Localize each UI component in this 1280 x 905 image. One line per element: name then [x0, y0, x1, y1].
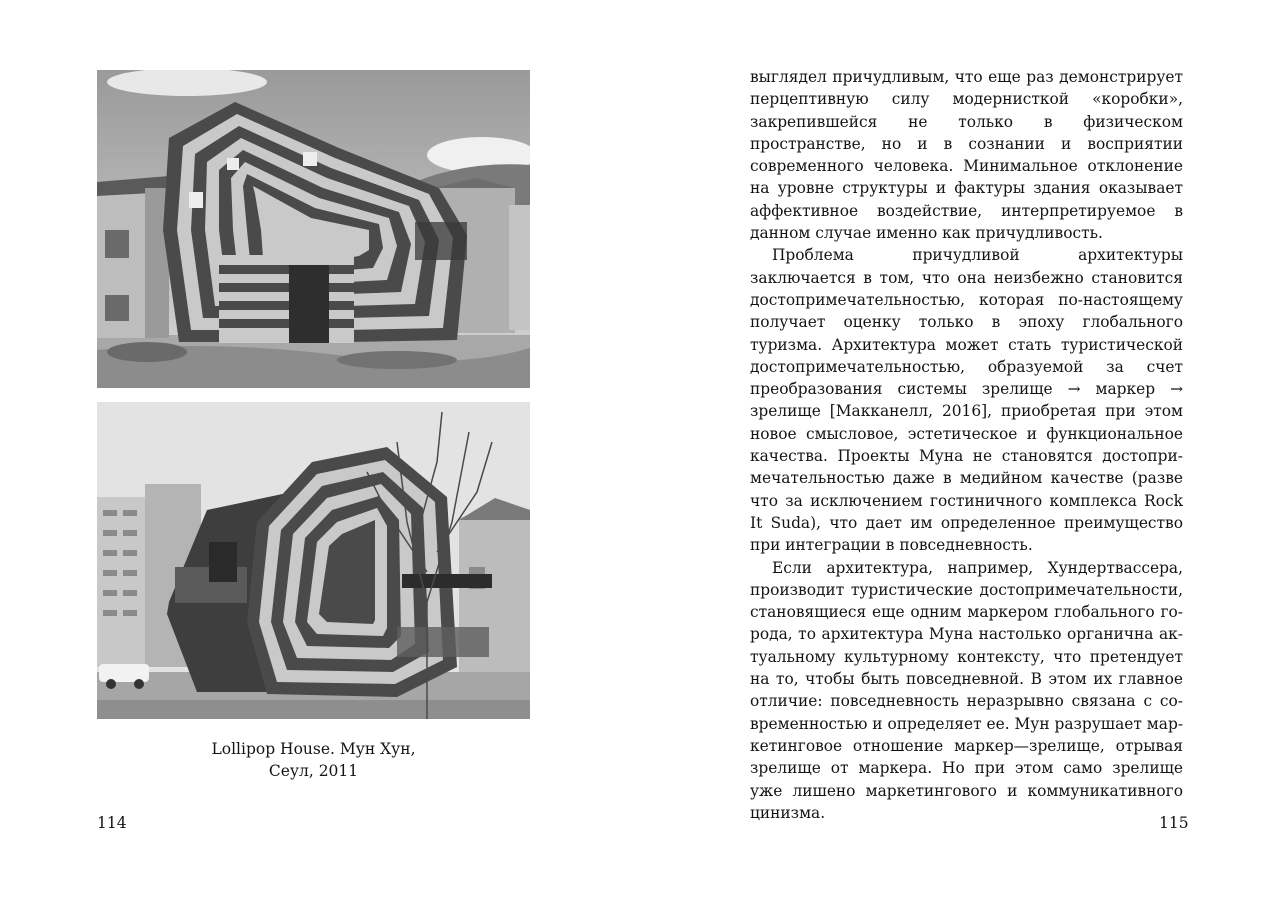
body-text [750, 66, 1183, 824]
building-illustration [97, 70, 530, 388]
page-number-left: 114 [97, 814, 127, 832]
photo-caption [97, 738, 530, 782]
lollipop-house-photo-front [97, 70, 530, 388]
caption-line-2: Сеул, 2011 [268, 762, 359, 780]
paragraph-1: выглядел причудливым, что еще раз демонстрирует перцептивную силу модернисткой «коробки», закрепившейся не только в физическом пространстве, но и в сознании и восприятии современного человека. Минимальное отклонение на уровне структуры и фактуры здания оказывает аффективное воздействие, интерпретируемое в данном случае именно как причудливость. [750, 68, 1183, 243]
paragraph-3: Если архитектура, например, Хундертвассера, производит туристические достопримечательности, становящиеся еще одним маркером глобального города, то архитектура Муна настолько органична актуальному культурному контексту, что претендует на то, чтобы быть повседневной. В этом их главное отличие: повседневность неразрывно связана с современностью и определяет ее. Мун разрушает маркетинговое отношение маркер—зрелище, отрывая зрелище от маркера. Но при этом само зрелище уже лишено маркетингового и коммуникативного цинизма. [750, 558, 1184, 822]
caption-line-1: Lollipop House. Мун Хун, [211, 740, 416, 758]
paragraph-2: Проблема причудливой архитектуры заключается в том, что она неизбежно становится достопримечательностью, которая по-настоящему получает оценку только в эпоху глобального туризма. Архитектура может стать туристической достопримечательностью, образуемой за счет преобразования системы зрелище → маркер → зрелище [Макканелл, 2016], приобретая при этом новое смысловое, эстетическое и функциональное качества. Проекты Муна не становятся достопримечательностью даже в медийном качестве (разве что за исключением гостиничного комплекса Rock It Suda), что дает им определенное преимущество при интеграции в повседневность. [750, 246, 1183, 555]
lollipop-house-photo-side [97, 402, 530, 719]
building-illustration [97, 402, 530, 719]
page-number-right: 115 [1159, 814, 1189, 832]
